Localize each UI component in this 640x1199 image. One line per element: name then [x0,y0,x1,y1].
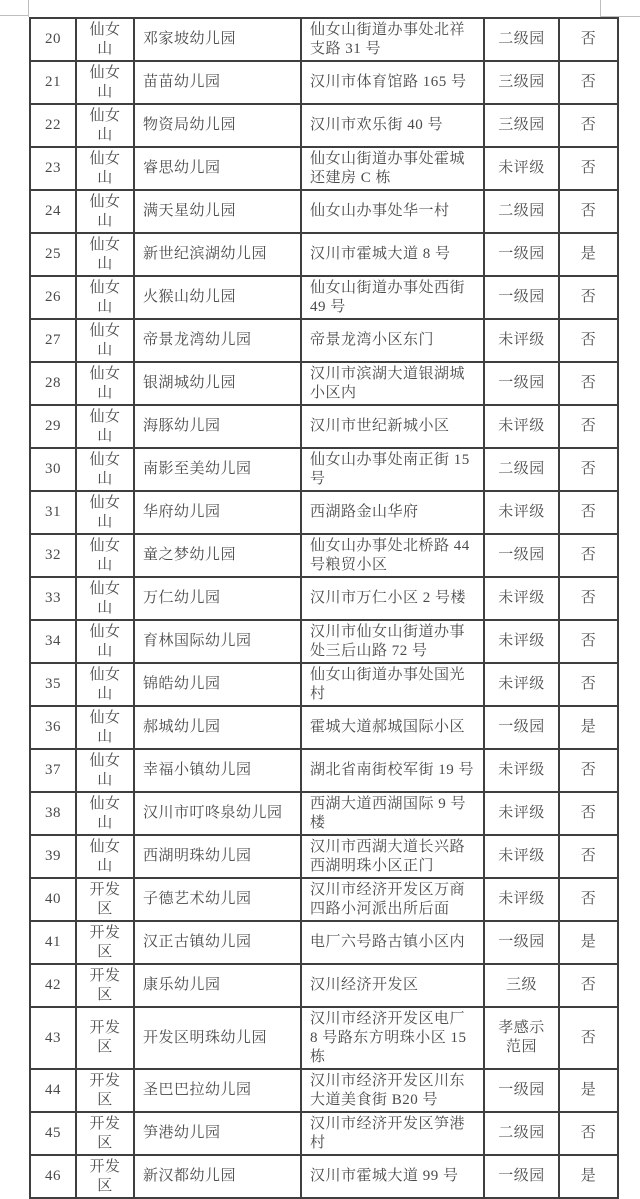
address-cell: 西湖路金山华府 [301,491,484,534]
rating-cell: 未评级 [484,878,559,921]
district-cell: 仙女山 [76,276,134,319]
rating-cell: 未评级 [484,620,559,663]
kindergarten-name-cell: 西湖明珠幼儿园 [134,835,301,878]
kindergarten-name-cell: 睿思幼儿园 [134,147,301,190]
kindergarten-table-body [30,18,618,1198]
kindergarten-name-cell: 郝城幼儿园 [134,706,301,749]
row-number-cell: 29 [30,405,76,448]
address-cell: 汉川市霍城大道 99 号 [301,1155,484,1198]
address-cell: 汉川市西湖大道长兴路西湖明珠小区正门 [301,835,484,878]
table-row [30,534,618,577]
inclusive-flag-cell: 否 [559,362,618,405]
district-cell: 仙女山 [76,663,134,706]
district-cell: 仙女山 [76,190,134,233]
scan-artifact-line-top-left-vertical [28,0,29,17]
kindergarten-name-cell: 康乐幼儿园 [134,964,301,1007]
address-cell: 汉川市世纪新城小区 [301,405,484,448]
row-number-cell: 30 [30,448,76,491]
rating-cell: 未评级 [484,835,559,878]
table-row [30,577,618,620]
row-number-cell: 39 [30,835,76,878]
row-number-cell: 36 [30,706,76,749]
district-cell: 仙女山 [76,18,134,61]
inclusive-flag-cell: 否 [559,18,618,61]
inclusive-flag-cell: 否 [559,448,618,491]
district-cell: 仙女山 [76,104,134,147]
table-row [30,921,618,964]
inclusive-flag-cell: 否 [559,964,618,1007]
rating-cell: 二级园 [484,448,559,491]
table-row [30,964,618,1007]
rating-cell: 一级园 [484,276,559,319]
row-number-cell: 28 [30,362,76,405]
row-number-cell: 38 [30,792,76,835]
kindergarten-name-cell: 万仁幼儿园 [134,577,301,620]
address-cell: 汉川市滨湖大道银湖城小区内 [301,362,484,405]
address-cell: 湖北省南街校军街 19 号 [301,749,484,792]
address-cell: 汉川市经济开发区川东大道美食街 B20 号 [301,1069,484,1112]
district-cell: 仙女山 [76,319,134,362]
address-cell: 仙女山街道办事处霍城还建房 C 栋 [301,147,484,190]
row-number-cell: 33 [30,577,76,620]
kindergarten-name-cell: 笋港幼儿园 [134,1112,301,1155]
address-cell: 帝景龙湾小区东门 [301,319,484,362]
kindergarten-name-cell: 幸福小镇幼儿园 [134,749,301,792]
address-cell: 仙女山办事处南正街 15 号 [301,448,484,491]
rating-cell: 孝感示范园 [484,1007,559,1069]
table-row [30,749,618,792]
rating-cell: 未评级 [484,577,559,620]
row-number-cell: 41 [30,921,76,964]
rating-cell: 三级 [484,964,559,1007]
kindergarten-table [29,17,619,1199]
table-row [30,620,618,663]
address-cell: 仙女山街道办事处西街 49 号 [301,276,484,319]
kindergarten-name-cell: 锦皓幼儿园 [134,663,301,706]
table-row [30,405,618,448]
rating-cell: 一级园 [484,362,559,405]
table-row [30,1155,618,1198]
rating-cell: 二级园 [484,18,559,61]
table-row [30,448,618,491]
kindergarten-name-cell: 苗苗幼儿园 [134,61,301,104]
table-row [30,276,618,319]
kindergarten-name-cell: 物资局幼儿园 [134,104,301,147]
district-cell: 仙女山 [76,491,134,534]
row-number-cell: 24 [30,190,76,233]
address-cell: 电厂六号路古镇小区内 [301,921,484,964]
inclusive-flag-cell: 否 [559,147,618,190]
table-row [30,190,618,233]
table-row [30,663,618,706]
address-cell: 西湖大道西湖国际 9 号楼 [301,792,484,835]
district-cell: 仙女山 [76,147,134,190]
row-number-cell: 27 [30,319,76,362]
table-row [30,1007,618,1069]
district-cell: 仙女山 [76,362,134,405]
kindergarten-name-cell: 育林国际幼儿园 [134,620,301,663]
inclusive-flag-cell: 否 [559,405,618,448]
rating-cell: 未评级 [484,663,559,706]
row-number-cell: 45 [30,1112,76,1155]
inclusive-flag-cell: 否 [559,276,618,319]
district-cell: 仙女山 [76,792,134,835]
row-number-cell: 37 [30,749,76,792]
district-cell: 仙女山 [76,233,134,276]
kindergarten-name-cell: 银湖城幼儿园 [134,362,301,405]
address-cell: 霍城大道郝城国际小区 [301,706,484,749]
rating-cell: 未评级 [484,749,559,792]
kindergarten-name-cell: 汉正古镇幼儿园 [134,921,301,964]
rating-cell: 未评级 [484,319,559,362]
row-number-cell: 25 [30,233,76,276]
table-row [30,362,618,405]
rating-cell: 一级园 [484,534,559,577]
row-number-cell: 22 [30,104,76,147]
kindergarten-name-cell: 开发区明珠幼儿园 [134,1007,301,1069]
district-cell: 仙女山 [76,534,134,577]
inclusive-flag-cell: 否 [559,792,618,835]
table-row [30,835,618,878]
row-number-cell: 20 [30,18,76,61]
address-cell: 汉川市万仁小区 2 号楼 [301,577,484,620]
address-cell: 汉川市霍城大道 8 号 [301,233,484,276]
district-cell: 仙女山 [76,706,134,749]
inclusive-flag-cell: 是 [559,1155,618,1198]
rating-cell: 未评级 [484,491,559,534]
rating-cell: 三级园 [484,104,559,147]
table-row [30,491,618,534]
address-cell: 汉川市经济开发区电厂 8 号路东方明珠小区 15 栋 [301,1007,484,1069]
row-number-cell: 46 [30,1155,76,1198]
rating-cell: 三级园 [484,61,559,104]
row-number-cell: 43 [30,1007,76,1069]
row-number-cell: 23 [30,147,76,190]
row-number-cell: 42 [30,964,76,1007]
kindergarten-name-cell: 火猴山幼儿园 [134,276,301,319]
table-row [30,878,618,921]
inclusive-flag-cell: 否 [559,749,618,792]
district-cell: 开发区 [76,1007,134,1069]
rating-cell: 一级园 [484,1069,559,1112]
district-cell: 仙女山 [76,405,134,448]
rating-cell: 未评级 [484,792,559,835]
inclusive-flag-cell: 是 [559,921,618,964]
inclusive-flag-cell: 否 [559,1112,618,1155]
kindergarten-name-cell: 汉川市叮咚泉幼儿园 [134,792,301,835]
address-cell: 仙女山办事处北桥路 44 号粮贸小区 [301,534,484,577]
rating-cell: 未评级 [484,147,559,190]
kindergarten-name-cell: 帝景龙湾幼儿园 [134,319,301,362]
address-cell: 汉川市经济开发区笋港村 [301,1112,484,1155]
row-number-cell: 35 [30,663,76,706]
inclusive-flag-cell: 否 [559,190,618,233]
kindergarten-name-cell: 满天星幼儿园 [134,190,301,233]
rating-cell: 二级园 [484,190,559,233]
table-row [30,1112,618,1155]
table-row [30,1069,618,1112]
table-row [30,706,618,749]
address-cell: 仙女山办事处华一村 [301,190,484,233]
kindergarten-name-cell: 南影至美幼儿园 [134,448,301,491]
district-cell: 开发区 [76,1112,134,1155]
table-row [30,18,618,61]
row-number-cell: 21 [30,61,76,104]
inclusive-flag-cell: 否 [559,534,618,577]
inclusive-flag-cell: 否 [559,491,618,534]
table-row [30,233,618,276]
scan-artifact-line-top-right-vertical [600,0,601,17]
district-cell: 仙女山 [76,620,134,663]
address-cell: 汉川市仙女山街道办事处三后山路 72 号 [301,620,484,663]
row-number-cell: 34 [30,620,76,663]
district-cell: 开发区 [76,1155,134,1198]
district-cell: 仙女山 [76,835,134,878]
district-cell: 开发区 [76,921,134,964]
inclusive-flag-cell: 否 [559,61,618,104]
inclusive-flag-cell: 否 [559,878,618,921]
inclusive-flag-cell: 否 [559,104,618,147]
inclusive-flag-cell: 否 [559,1007,618,1069]
kindergarten-name-cell: 邓家坡幼儿园 [134,18,301,61]
table-row [30,61,618,104]
kindergarten-name-cell: 新世纪滨湖幼儿园 [134,233,301,276]
address-cell: 汉川市经济开发区万商四路小河派出所后面 [301,878,484,921]
kindergarten-name-cell: 童之梦幼儿园 [134,534,301,577]
kindergarten-name-cell: 子德艺术幼儿园 [134,878,301,921]
table-row [30,792,618,835]
rating-cell: 二级园 [484,1112,559,1155]
district-cell: 仙女山 [76,448,134,491]
rating-cell: 一级园 [484,706,559,749]
kindergarten-name-cell: 圣巴巴拉幼儿园 [134,1069,301,1112]
row-number-cell: 44 [30,1069,76,1112]
district-cell: 仙女山 [76,61,134,104]
address-cell: 仙女山街道办事处北祥支路 31 号 [301,18,484,61]
inclusive-flag-cell: 否 [559,620,618,663]
inclusive-flag-cell: 否 [559,663,618,706]
address-cell: 汉川市欢乐街 40 号 [301,104,484,147]
inclusive-flag-cell: 否 [559,577,618,620]
kindergarten-name-cell: 海豚幼儿园 [134,405,301,448]
table-row [30,319,618,362]
rating-cell: 未评级 [484,405,559,448]
table-row [30,104,618,147]
inclusive-flag-cell: 是 [559,233,618,276]
district-cell: 开发区 [76,964,134,1007]
scan-artifact-line-top-left-horizontal [0,15,28,16]
rating-cell: 一级园 [484,1155,559,1198]
kindergarten-name-cell: 新汉都幼儿园 [134,1155,301,1198]
inclusive-flag-cell: 是 [559,1069,618,1112]
row-number-cell: 26 [30,276,76,319]
row-number-cell: 31 [30,491,76,534]
inclusive-flag-cell: 是 [559,706,618,749]
inclusive-flag-cell: 否 [559,319,618,362]
address-cell: 汉川市体育馆路 165 号 [301,61,484,104]
kindergarten-name-cell: 华府幼儿园 [134,491,301,534]
table-row [30,147,618,190]
address-cell: 仙女山街道办事处国光村 [301,663,484,706]
district-cell: 仙女山 [76,577,134,620]
row-number-cell: 32 [30,534,76,577]
inclusive-flag-cell: 否 [559,835,618,878]
row-number-cell: 40 [30,878,76,921]
rating-cell: 一级园 [484,921,559,964]
district-cell: 仙女山 [76,749,134,792]
district-cell: 开发区 [76,878,134,921]
district-cell: 开发区 [76,1069,134,1112]
address-cell: 汉川经济开发区 [301,964,484,1007]
rating-cell: 一级园 [484,233,559,276]
